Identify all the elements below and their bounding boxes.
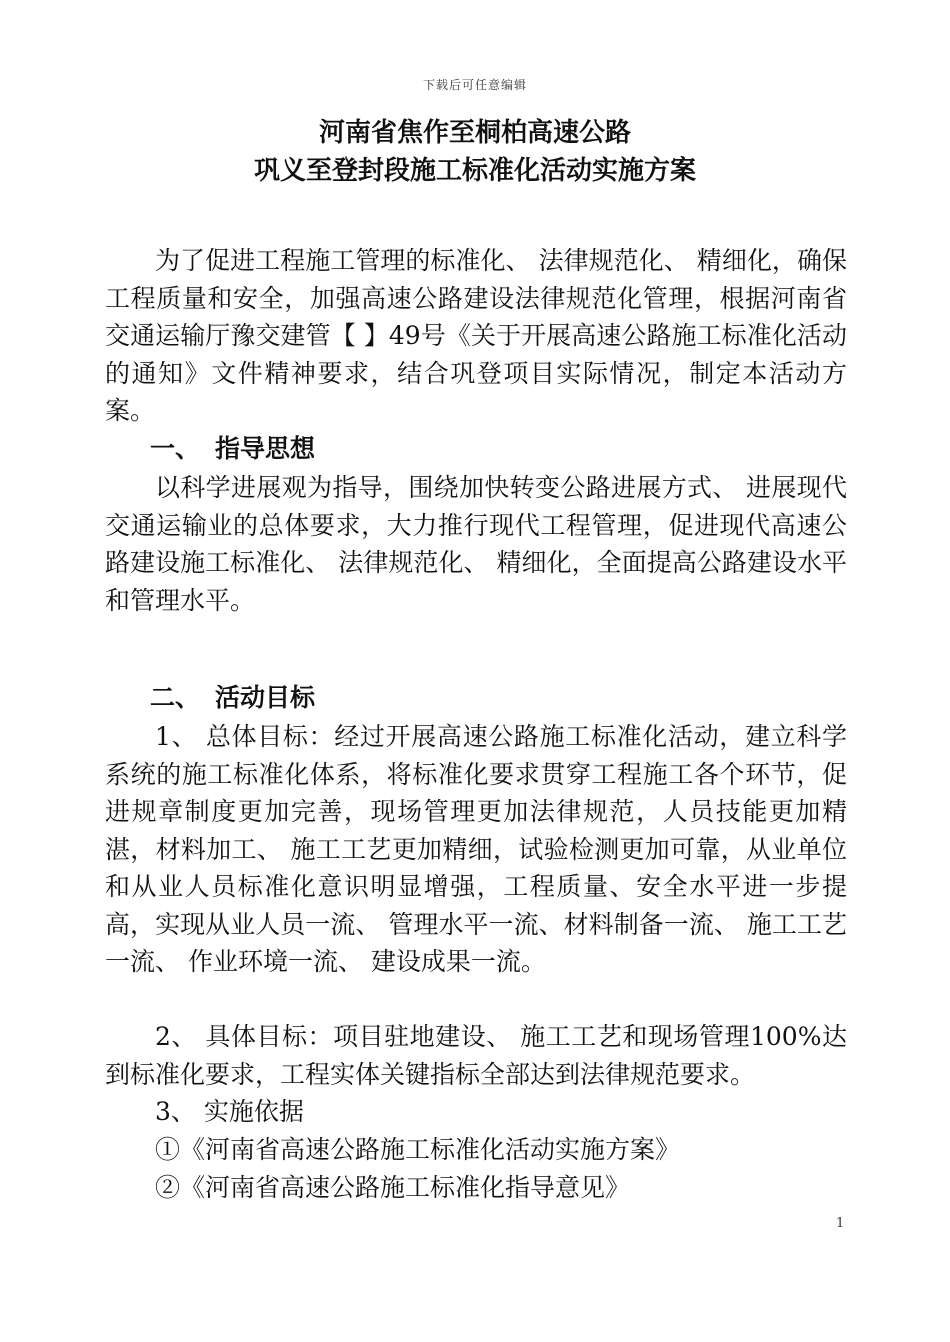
header-note: 下载后可任意编辑 bbox=[422, 78, 527, 92]
document-title-line-1: 河南省焦作至桐柏高速公路 bbox=[318, 118, 631, 148]
section-2-title: 活动目标 bbox=[215, 683, 316, 712]
section-1-paragraph: 以科学进展观为指导，围绕加快转变公路进展方式、 进展现代交通运输业的总体要求，大力推行现代工程管理，促进现代高速公路建设施工标准化、 法律规范化、 精细化，全面提高公路建设水平和管理水平。 bbox=[105, 473, 847, 615]
section-2-item-1: 1、 总体目标：经过开展高速公路施工标准化活动，建立科学系统的施工标准化体系，将标准化要求贯穿工程施工各个环节，促进规章制度更加完善，现场管理更加法律规范，人员技能更加精湛，材料加工、 施工工艺更加精细，试验检测更加可靠，从业单位和从业人员标准化意识明显增强，工程质量、安全水平进一步提高，实现从业人员一流、 管理水平一流、材料制备一流、 施工工艺一流、 作业环境一流、 建设成果一流。 bbox=[105, 722, 847, 976]
section-1-number: 一、 bbox=[150, 434, 201, 463]
section-1-heading bbox=[105, 430, 847, 468]
reference-2: ②《河南省高速公路施工标准化指导意见》 bbox=[155, 1173, 631, 1202]
reference-1: ①《河南省高速公路施工标准化活动实施方案》 bbox=[155, 1135, 681, 1164]
page-number: 1 bbox=[836, 1216, 845, 1231]
section-2-item-3: 3、 实施依据 bbox=[155, 1097, 304, 1126]
section-1-title: 指导思想 bbox=[215, 434, 316, 463]
section-2-heading bbox=[105, 679, 847, 717]
section-2-item-2: 2、 具体目标：项目驻地建设、 施工工艺和现场管理100%达到标准化要求，工程实体关键指标全部达到法律规范要求。 bbox=[105, 1022, 847, 1089]
document-title-line-2: 巩义至登封段施工标准化活动实施方案 bbox=[253, 156, 696, 186]
section-2-number: 二、 bbox=[150, 683, 201, 712]
intro-paragraph: 为了促进工程施工管理的标准化、 法律规范化、 精细化，确保工程质量和安全，加强高速公路建设法律规范化管理，根据河南省交通运输厅豫交建管【 】49号《关于开展高速公路施工标准化活动的通知》文件精神要求，结合巩登项目实际情况，制定本活动方案。 bbox=[105, 246, 847, 425]
